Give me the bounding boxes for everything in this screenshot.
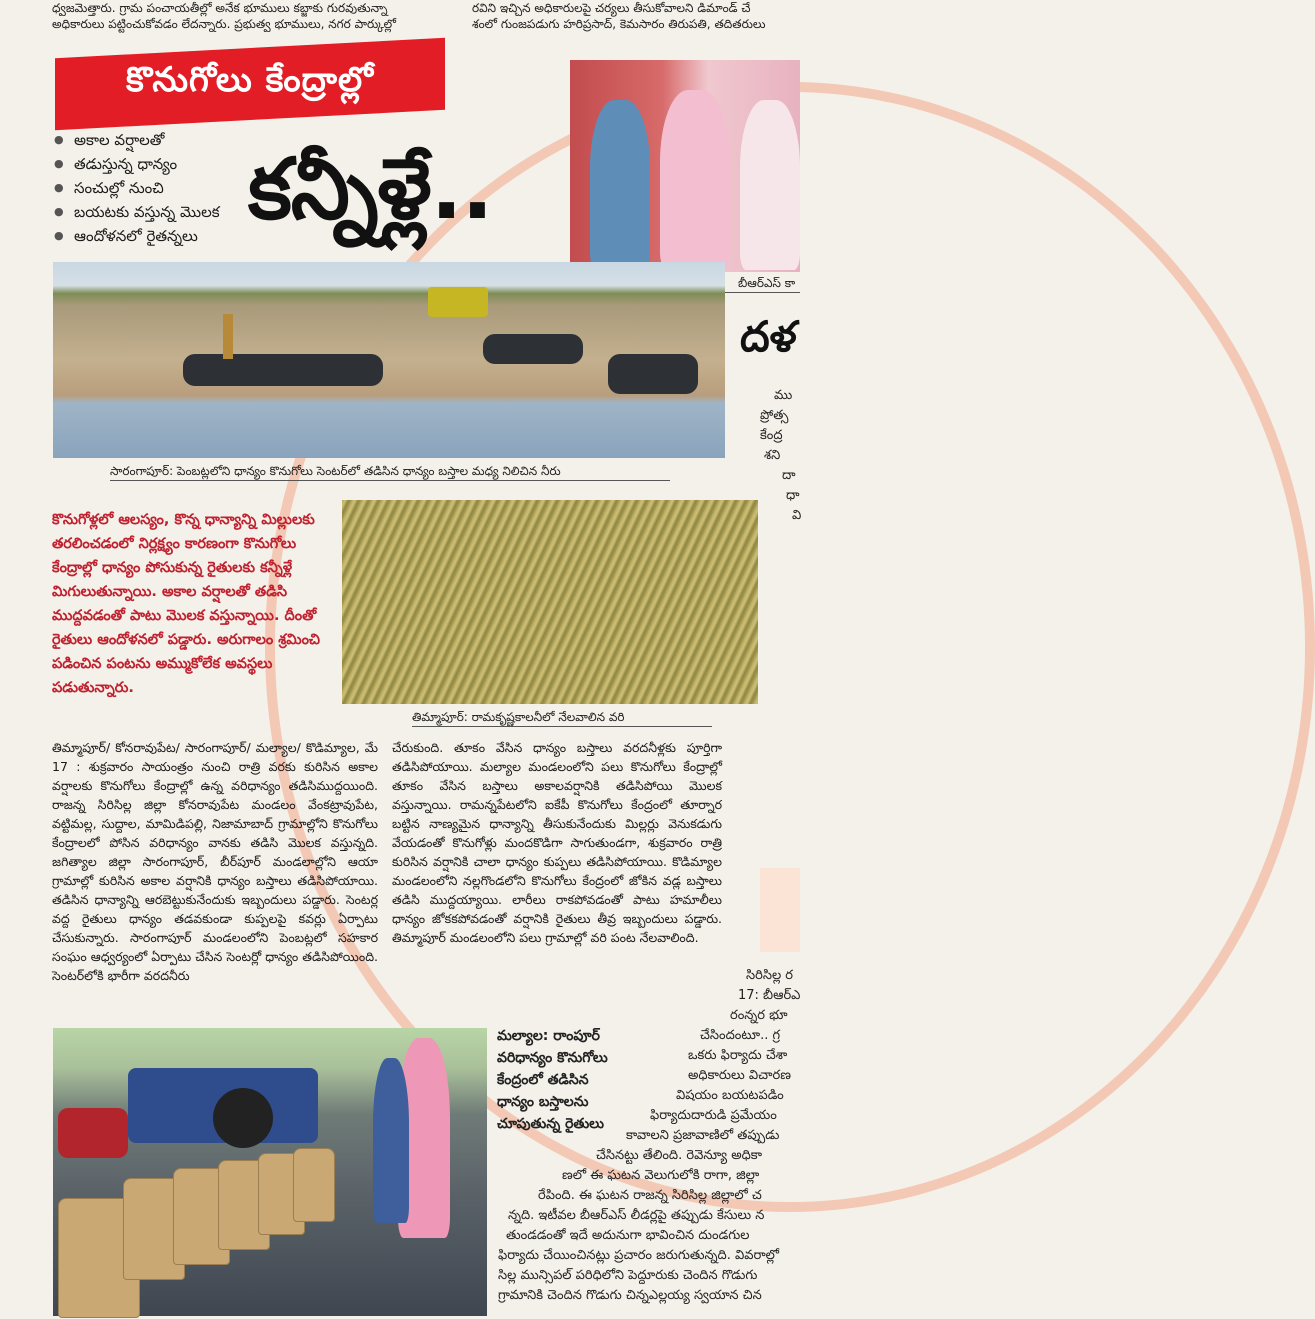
photo-caption-3: మల్యాల: రాంపూర్ వరిధాన్యం కొనుగోలు కేంద్రంలో తడిసిన ధాన్యం బస్తాలను చూపుతున్న రైతులు <box>497 1028 608 1132</box>
body-column-left: తిమ్మాపూర్/ కోనరావుపేట/ సారంగాపూర్/ మల్యాల/ కొడిమ్యాల, మే 17 : శుక్రవారం సాయంత్రం నుంచి రాత్రి వరకు కురిసిన అకాల వర్షాలకు కొనుగోలు కేంద్రాల్లో ఉన్న వరిధాన్యం తడిసిముద్దయింది. రాజన్న సిరిసిల్ల జిల్లా కోనరావుపేట మండలం వేంకట్రావుపేట, వట్టిమల్ల, సుద్దాల, మామిడిపల్లి, నిజామాబాద్ గ్రామాల్లోని కొనుగోలు కేంద్రాలలో పోసిన వరిధాన్యం వానకు తడిసి మొలక వస్తున్నది. జగిత్యాల జిల్లా సారంగాపూర్, బీర్‌పూర్ మండలాల్లోని ఆయా గ్రామాల్లో కురిసిన అకాల వర్షానికి ధాన్యం బస్తాలు తడిసిపోయాయి. తడిసిన ధాన్యాన్ని ఆరబెట్టుకునేందుకు ఇబ్బందులు పడ్డారు. సెంటర్ల వద్ద రైతులు ధాన్యం తడవకుండా కుప్పలపై కవర్లు ఏర్పాటు చేసుకున్నారు. సారంగాపూర్ మండలంలోని పెంబట్లలో సహకార సంఘం ఆధ్వర్యంలో ఏర్పాటు చేసిన సెంటర్లో ధాన్యం తడిసిపోయింది. సెంటర్‌లోకి భారీగా వరదనీరు <box>52 740 378 983</box>
photo-caption-right: బీఆర్ఎస్ కా <box>570 275 800 293</box>
headline-banner <box>55 38 445 130</box>
right-lower-text <box>498 966 800 1306</box>
tarp-covered-heap <box>608 354 698 394</box>
right-line: శని <box>764 448 781 463</box>
bullet-item: ● ఆందోళనలో రైతన్నలు <box>52 224 262 248</box>
right-line: దా <box>782 468 796 483</box>
right-line: కేంద్ర <box>760 428 783 443</box>
tarp-covered-heap <box>483 334 583 364</box>
right-line: ణలో ఈ ఘటన వెలుగులోకి రాగా, జిల్లా <box>562 1168 760 1183</box>
top-left-text-1: ధ్వజమెత్తారు. గ్రామ పంచాయతీల్లో అనేక భూములు కబ్జాకు గురవుతున్నా <box>52 1 388 15</box>
person-figure <box>590 100 650 270</box>
right-line: తుండడంతో ఇదే అదునుగా భావించిన దుండగుల <box>506 1228 750 1243</box>
tarp-covered-heap <box>183 354 383 386</box>
right-line: ఫిర్యాదుదారుడి ప్రమేయం <box>650 1108 777 1123</box>
tractor-wheel <box>213 1088 273 1148</box>
right-headline: దళ <box>740 312 797 361</box>
caption-2-wrap <box>412 709 712 729</box>
right-column-text <box>760 386 800 526</box>
subhead-bullets <box>52 128 262 248</box>
bullet-item: ● అకాల వర్షాలతో <box>52 128 262 152</box>
farmer-figure <box>373 1058 409 1223</box>
bullet-item: ● సంచుల్లో నుంచి <box>52 176 262 200</box>
grain-sack <box>293 1148 335 1222</box>
right-line: చేసినట్టు తేలింది. రెవెన్యూ అధికా <box>596 1148 763 1163</box>
right-line: ఒకరు ఫిర్యాదు చేశా <box>688 1048 788 1063</box>
politicians-photo <box>570 60 800 272</box>
tractor <box>428 287 488 317</box>
person-figure <box>740 100 800 270</box>
photo-caption-1: సారంగాపూర్: పెంబట్లలోని ధాన్యం కొనుగోలు సెంటర్‌లో తడిసిన ధాన్యం బస్తాల మధ్య నిలిచిన నీరు <box>110 463 670 481</box>
right-line: రేపింది. ఈ ఘటన రాజన్న సిరిసిల్ల జిల్లాలో చ <box>538 1188 762 1203</box>
body-column-middle: చేరుకుంది. తూకం వేసిన ధాన్యం బస్తాలు వరదనీళ్లకు పూర్తిగా తడిసిపోయాయి. మల్యాల మండలంలోని పలు కొనుగోలు కేంద్రాల్లో తూకం వేసిన బస్తాలు అకాలవర్షానికి తడిసిపోయి మొలక వస్తున్నాయి. రామన్నపేటలోని ఐకేపీ కొనుగోలు కేంద్రంలో తూర్నార బట్టిన నాణ్యమైన ధాన్యాన్ని తీసుకునేందుకు మిల్లర్లు వెనుకడుగు వేయడంతో కొనుగోళ్లు మందకొడిగా సాగుతుండగా, శుక్రవారం రాత్రి కురిసిన వర్షానికి చాలా ధాన్యం కుప్పలు తడిసిపోయాయి. కొడిమ్యాల మండలంలోని నల్లగొండలోని కొనుగోలు కేంద్రంలో జోకిన వడ్ల బస్తాలు తడిసి ముద్దయ్యాయి. లారీలు రాకపోవడంతో పాటు హమాలీలు ధాన్యం జోకకపోవడంతో వర్షానికి రైతులు తీవ్ర ఇబ్బందులు పడ్డారు. తిమ్మాపూర్ మండలంలోని పలు గ్రామాల్లో వరి పంట నేలవాలింది. <box>392 740 722 945</box>
right-line: సిల్ల మున్సిపల్ పరిధిలోని పెద్దూరుకు చెందిన గొడుగు <box>498 1268 758 1283</box>
photo-caption-2: తిమ్మాపూర్: రామకృష్ణకాలనీలో నేలవాలిన వరి <box>412 709 712 727</box>
bullet-item: ● బయటకు వస్తున్న మొలక <box>52 200 262 224</box>
right-line: విషయం బయటపడిం <box>676 1088 784 1103</box>
right-line: వి <box>792 508 802 523</box>
main-headline: కన్నీళ్లే.. <box>248 140 493 238</box>
right-line: ప్రోత్స <box>760 408 789 423</box>
flooded-center-photo <box>53 262 725 458</box>
right-line: కావాలని ప్రజావాణిలో తప్పుడు <box>626 1128 780 1143</box>
bullet-item: ● తడుస్తున్న ధాన్యం <box>52 152 262 176</box>
intro-paragraph: కొనుగోళ్లలో ఆలస్యం, కొన్న ధాన్యాన్ని మిల్లులకు తరలించడంలో నిర్లక్ష్యం కారణంగా కొనుగోలు కేంద్రాల్లో ధాన్యం పోసుకున్న రైతులకు కన్నీళ్లే మిగులుతున్నాయి. అకాల వర్షాలతో తడిసి ముద్దవడంతో పాటు మొలక వస్తున్నాయి. దీంతో రైతులు ఆందోళనలో పడ్డారు. అరుగాలం శ్రమించి పడించిన పంటను అమ్ముకోలేక అవస్థలు పడుతున్నారు. <box>52 512 321 696</box>
right-line: 17: బీఆర్ఎ <box>738 988 801 1003</box>
right-highlight-box <box>760 868 800 952</box>
right-line: ధా <box>786 488 800 503</box>
person-figure <box>660 90 730 270</box>
right-line: అధికారులు విచారణ <box>688 1068 791 1083</box>
right-line: ము <box>774 388 793 403</box>
top-right-text-2: శంలో గుంజపడుగు హరిప్రసాద్, కెమసారం తిరుపతి, తదితరులు <box>472 17 766 31</box>
right-line: న్నది. ఇటీవల బీఆర్ఎస్ లీడర్లపై తప్పుడు కేసులు న <box>508 1208 765 1223</box>
banner-text: కొనుగోలు కేంద్రాల్లో <box>126 60 374 101</box>
right-line: ఫిర్యాదు చేయించినట్లు ప్రచారం జరుగుతున్నది. వివరాల్లో <box>498 1248 780 1263</box>
right-line: చేసిందంటూ.. గ్ర <box>700 1028 781 1043</box>
caption-1-wrap <box>110 463 670 483</box>
fallen-paddy-photo <box>342 500 758 704</box>
person-figure <box>223 314 233 359</box>
top-right-text-1: రవిని ఇచ్చిన అధికారులపై చర్యలు తీసుకోవాలని డిమాండ్ చే <box>472 1 751 15</box>
right-line: సిరిసిల్ల ర <box>746 968 794 983</box>
right-line: రంన్నర భూ <box>730 1008 788 1023</box>
right-line: గ్రామానికి చెందిన గొడుగు చిన్నఎల్లయ్య స్వయాన చిన <box>498 1288 762 1303</box>
top-left-text-2: అధికారులు పట్టించుకోవడం లేదన్నారు. ప్రభుత్వ భూములు, నగర పార్కుల్లో <box>52 17 397 31</box>
farmers-with-bags-photo <box>53 1028 487 1316</box>
motorbike <box>58 1108 128 1158</box>
